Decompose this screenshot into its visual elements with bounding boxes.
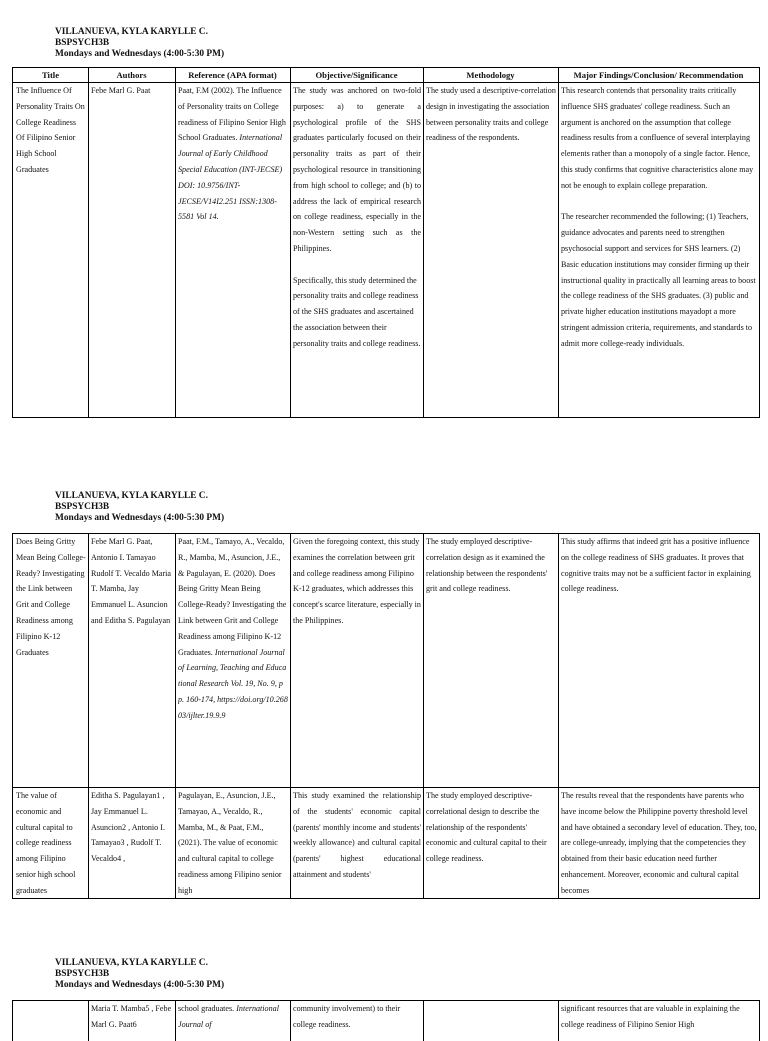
row1-reference (178, 83, 288, 413)
row3-journal-cont: International Journal of (178, 1004, 279, 1029)
table-page2 (12, 533, 760, 899)
row2-findings: This study affirms that indeed grit has a positive influence on the college readiness of SHS graduates. It proves that cognitive traits may not be a sufficient factor in explaining college readiness. (561, 537, 751, 594)
row3-authors: Editha S. Pagulayan1 , Jay Emmanuel L. Asuncion2 , Antonio I. Tamayao3 , Rudolf T. Vecaldo4 , (91, 791, 165, 864)
col-objective: Objective/Significance (315, 70, 398, 80)
row1-title: The Influence Of Personality Traits On College Readiness Of Filipino Senior High School Graduates (16, 86, 85, 174)
row3-reference-cont (178, 1001, 288, 1041)
row3-reference: Pagulayan, E., Asuncion, J.E., Tamayao, A., Vecaldo, R., Mamba, M., & Paat, F.M., (2021). The value of economic and cultural capital to college readiness among Filipino senior high (178, 791, 282, 895)
row1-findings-p2: The researcher recommended the following; (1) Teachers, guidance advocates and parents need to strengthen psychosocial support and services for SHS learners. (2) Basic education institutions may consider firming up their instructional quality in practically all learning areas to boost the college readiness of the SHS graduates. (3) public and private higher education institutions mayadopt a more stringent admission criteria, requirements, and standards to admit more college-ready individuals. (561, 212, 756, 348)
row1-reference-text: Paat, F.M (2002). The Influence of Personality traits on College readiness of Filipino Senior High School Graduates. (178, 86, 286, 143)
row3-authors-cont: Maria T. Mamba5 , Febe Marl G. Paat6 (91, 1004, 172, 1029)
row2-reference-text: Paat, F.M., Tamayo, A., Vecaldo, R., Mamba, M., Asuncion, J.E., & Pagulayan, E. (2020). Does Being Gritty Mean Being College-Ready? Investigating the Link between Grit and College Readiness among Filipino K-12 Graduates. (178, 537, 287, 657)
page1-header (55, 27, 555, 60)
student-program: BSPSYCH3B (55, 969, 110, 979)
class-schedule: Mondays and Wednesdays (4:00-5:30 PM) (55, 980, 225, 990)
table-page3 (12, 1000, 760, 1041)
col-authors: Authors (116, 70, 147, 80)
col-methodology: Methodology (466, 70, 515, 80)
student-program: BSPSYCH3B (55, 38, 110, 48)
row2-reference (178, 534, 288, 786)
row1-journal: International Journal of Early Childhood Special Education (INT-JECSE) DOI: 10.9756/INT-JECSE/V14I2.251 ISSN:1308-5581 Vol 14. (178, 133, 283, 222)
col-findings: Major Findings/Conclusion/ Recommendation (573, 70, 744, 80)
row1-objective-p2: Specifically, this study determined the personality traits and college readiness of the SHS graduates and ascertained the association between their personality traits and college readiness. (293, 275, 421, 348)
row2-journal: International Journal of Learning, Teaching and Educational Research Vol. 19, No. 9, pp. 160-174, https://doi.org/10.26803/ijlter.19.9.9 (178, 647, 288, 720)
row2-authors: Febe Marl G. Paat, Antonio I. Tamayao Rudolf T. Vecaldo Maria T. Mamba, Jay Emmanuel L. Asuncion and Editha S. Pagulayan (91, 537, 172, 625)
row3-findings: The results reveal that the respondents have parents who have income below the Philippine poverty threshold level and have obtained a secondary level of education. They, too, are college-unready, implying that the competencies they obtained from their basic education need further enhancement. Moreover, economic and cultural capital becomes (561, 791, 757, 895)
row2-title: Does Being Gritty Mean Being College-Ready? Investigating the Link between Grit and College Readiness among Filipino K-12 Graduates (16, 537, 86, 657)
student-program: BSPSYCH3B (55, 502, 110, 512)
student-name: VILLANUEVA, KYLA KARYLLE C. (55, 491, 208, 501)
student-name: VILLANUEVA, KYLA KARYLLE C. (55, 27, 208, 37)
row1-findings (561, 83, 757, 413)
row3-findings-cont: significant resources that are valuable in explaining the college readiness of Filipino Senior High (561, 1004, 740, 1029)
col-title: Title (41, 70, 60, 80)
row1-findings-p1: This research contends that personality traits critically influence SHS graduates' college readiness. Such an argument is anchored on the assumption that college readiness results from a confluence of several interplaying elements rather than a monopoly of a single factor. Hence, this study confirms that cognitive characteristics alone may not be enough to explain college preparation. (561, 86, 754, 190)
row1-methodology: The study used a descriptive-correlation design in investigating the association between personality traits and college readiness of the respondents. (426, 86, 556, 143)
row3-title: The value of economic and cultural capital to college readiness among Filipino senior high school graduates (16, 791, 76, 895)
row3-objective-cont: community involvement) to their college readiness. (293, 1004, 401, 1029)
class-schedule: Mondays and Wednesdays (4:00-5:30 PM) (55, 513, 225, 523)
class-schedule: Mondays and Wednesdays (4:00-5:30 PM) (55, 49, 225, 59)
student-name: VILLANUEVA, KYLA KARYLLE C. (55, 958, 208, 968)
table-page1 (12, 67, 760, 418)
row2-methodology: The study employed descriptive-correlation design as it examined the relationship between the respondents' grit and college readiness. (426, 537, 548, 594)
page2-header (55, 491, 555, 524)
row1-objective-p1: The study was anchored on two-fold purposes: a) to generate a psychological profile of the SHS graduates particularly focused on their personality traits as part of their psychological resource in transitioning from high school to college; and (b) to address the lack of empirical research on college readiness, especially in the non-Western setting such as the Philippines. (293, 86, 421, 253)
page3-header (55, 958, 555, 991)
row1-authors: Febe Marl G. Paat (91, 86, 151, 95)
col-reference: Reference (APA format) (188, 70, 277, 80)
row2-objective: Given the foregoing context, this study examines the correlation between grit and college readiness among Filipino K-12 graduates, which addresses this concept's scarce literature, especially in the Philippines. (293, 537, 421, 625)
row3-methodology: The study employed descriptive-correlational design to describe the relationship of the respondents' economic and cultural capital to their college readiness. (426, 791, 547, 864)
row3-objective: This study examined the relationship of the students' economic capital (parents' monthly income and students' weekly allowance) and cultural capital (parents' highest educational attainment and students' (293, 791, 421, 879)
row1-objective (293, 83, 421, 413)
row3-reference-cont-text: school graduates. (178, 1004, 235, 1013)
